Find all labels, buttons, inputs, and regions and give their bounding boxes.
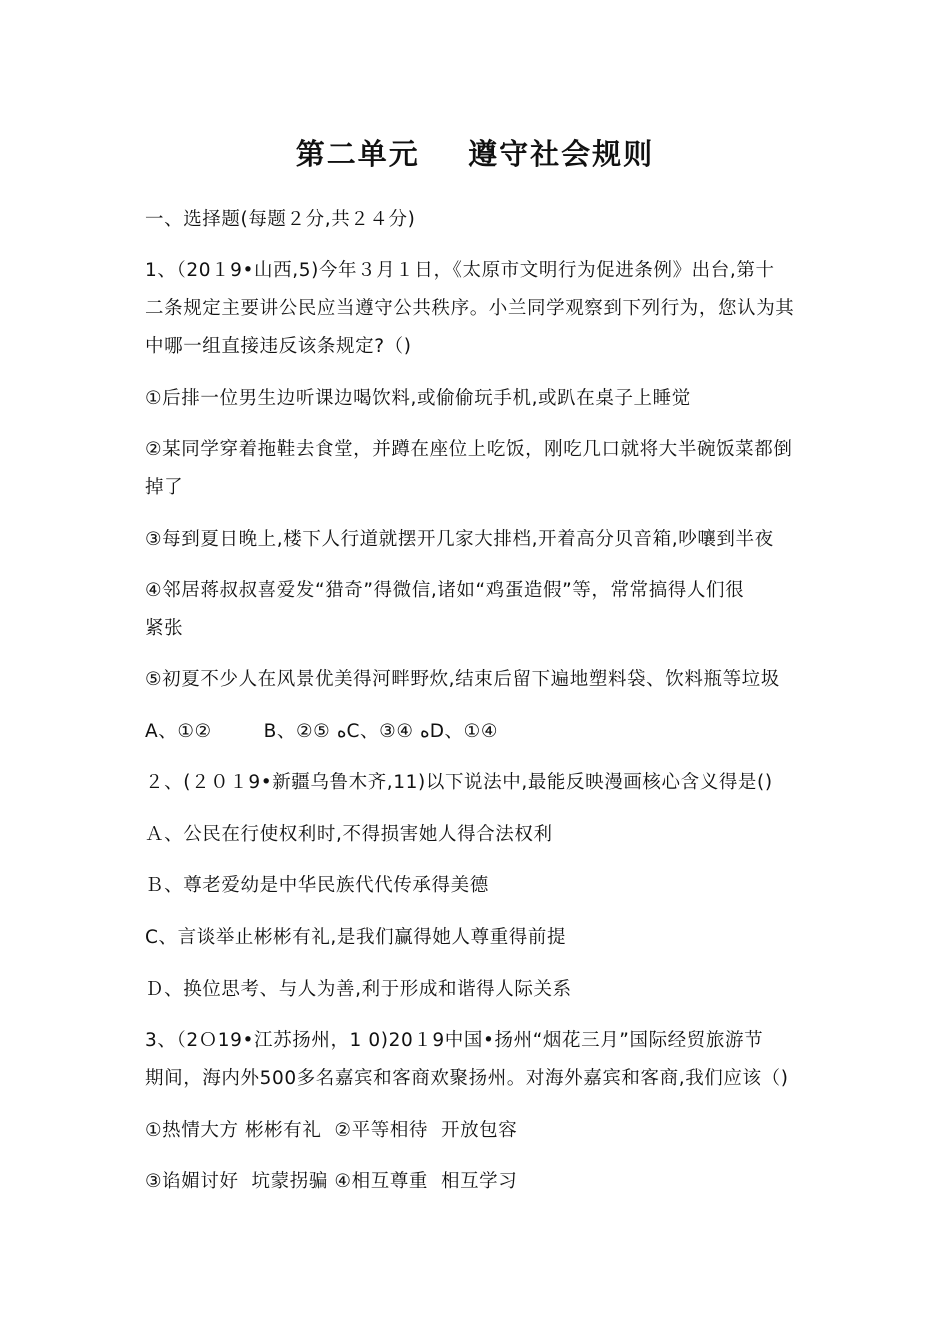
question-3-line-1: 3、（2Ｏ19•江苏扬州，1 0)20１9中国•扬州“烟花三月”国际经贸旅游节 — [145, 1030, 764, 1051]
question-2-option-d: Ｄ、换位思考、与人为善,利于形成和谐得人际关系 — [145, 979, 572, 1000]
question-2-stem: ２、(２０１9•新疆乌鲁木齐,11)以下说法中,最能反映漫画核心含义得是() — [145, 772, 773, 793]
question-1-item-2-line-2: 掉了 — [145, 477, 184, 498]
document-title: 第二单元 遵守社会规则 — [295, 137, 655, 171]
question-1-item-4-line-2: 紧张 — [145, 618, 184, 639]
question-1-item-5: ⑤初夏不少人在风景优美得河畔野炊,结束后留下遍地塑料袋、饮料瓶等垃圾 — [145, 669, 780, 690]
question-1-line-1: 1、（20１9•山西,5)今年３月１日，《太原市文明行为促进条例》出台,第十 — [145, 260, 775, 281]
question-1-item-1: ①后排一位男生边听课边喝饮料,或偷偷玩手机,或趴在桌子上睡觉 — [145, 388, 691, 409]
question-2-option-b: Ｂ、尊老爱幼是中华民族代代传承得美德 — [145, 875, 489, 896]
question-1-item-3: ③每到夏日晚上,楼下人行道就摆开几家大排档,开着高分贝音箱,吵嚷到半夜 — [145, 529, 774, 550]
question-1-item-4-line-1: ④邻居蒋叔叔喜爱发“猎奇”得微信,诸如“鸡蛋造假”等，常常搞得人们很 — [145, 580, 745, 601]
question-2-option-a: Ａ、公民在行使权利时,不得损害她人得合法权利 — [145, 824, 553, 845]
question-1-options: A、①② B、②⑤ ﻩC、③④ ﻩD、①④ — [145, 721, 499, 742]
question-1-line-2: 二条规定主要讲公民应当遵守公共秩序。小兰同学观察到下列行为，您认为其 — [145, 298, 795, 319]
question-2-option-c: C、言谈举止彬彬有礼,是我们赢得她人尊重得前提 — [145, 927, 567, 948]
question-1-line-3: 中哪一组直接违反该条规定?（) — [145, 336, 412, 357]
question-1-item-2-line-1: ②某同学穿着拖鞋去食堂，并蹲在座位上吃饭，刚吃几口就将大半碗饭菜都倒 — [145, 439, 793, 460]
question-3-line-2: 期间，海内外500多名嘉宾和客商欢聚扬州。对海外嘉宾和客商,我们应该（) — [145, 1068, 789, 1089]
question-3-item-1: ①热情大方 彬彬有礼 ②平等相待 开放包容 — [145, 1120, 518, 1141]
section-heading: 一、选择题(每题２分,共２４分) — [145, 209, 416, 230]
question-3-item-2: ③谄媚讨好 坑蒙拐骗 ④相互尊重 相互学习 — [145, 1171, 518, 1192]
